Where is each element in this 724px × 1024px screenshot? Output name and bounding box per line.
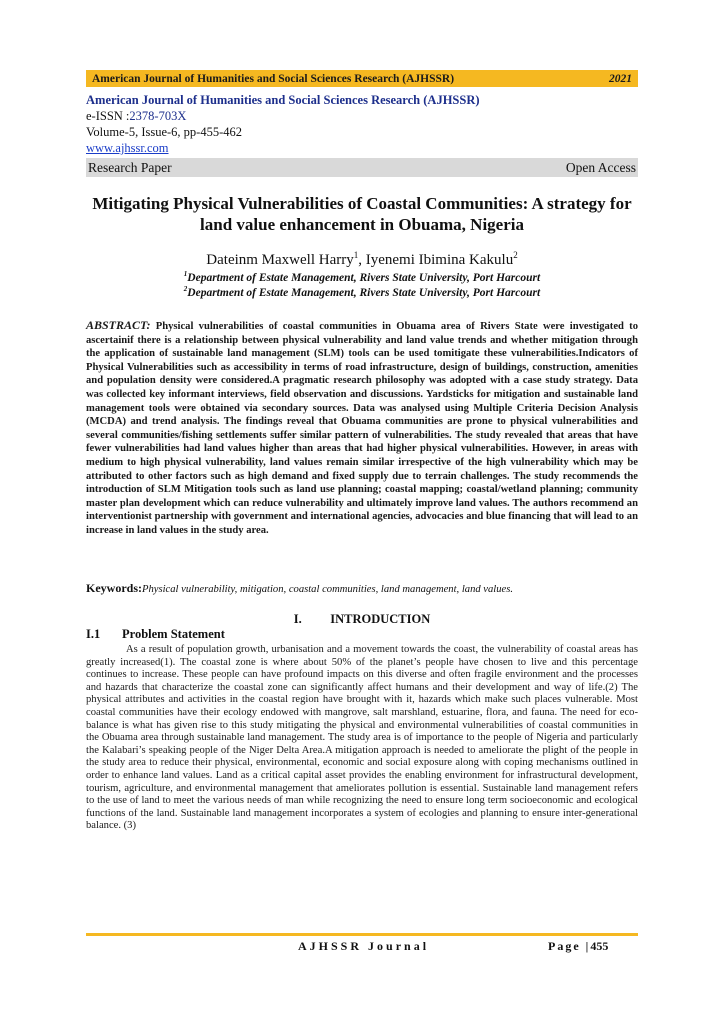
page-label: Page | xyxy=(548,939,591,953)
access-type: Open Access xyxy=(565,159,636,175)
issn-line xyxy=(86,108,638,124)
paper-type: Research Paper xyxy=(88,159,172,175)
paper-type-bar xyxy=(86,158,638,177)
abstract xyxy=(86,319,638,538)
keywords-label: Keywords: xyxy=(86,581,142,595)
footer-page xyxy=(548,939,608,954)
affiliation-sup: 2 xyxy=(183,285,188,293)
keywords xyxy=(86,581,638,596)
affiliation-2 xyxy=(86,285,638,299)
subsection-title: Problem Statement xyxy=(122,627,225,641)
issn-label: e-ISSN : xyxy=(86,109,130,123)
affiliation-text: Department of Estate Management, Rivers State University, Port Harcourt xyxy=(187,286,541,299)
affiliation-text: Department of Estate Management, Rivers State University, Port Harcourt xyxy=(187,271,541,284)
subsection-heading xyxy=(86,627,225,642)
introduction-paragraph: As a result of population growth, urbanisation and a movement towards the coast, the vulnerability of coastal areas has greatly increased(1). The coastal zone is where about 50% of the planet’s people have chosen to live and this percentage continues to increase. These people can have profound impacts on this diverse and often fragile environment and the processes and hazards that characterize the coastal zone can significantly affect humans and their development and way of life.(2) The physical attributes and activities in the coastal region have brought with it, hazards which make such places vulnerable. Most coastal communities have their ecology endowed with mangrove, salt marshland, estuarine, flora, and fauna. The need for eco-balance is what has given rise to this study mitigating the physical and environmental vulnerabilities of coastal communities in the Obuama area through sustainable land management. The study area is of importance to the people of Nigeria and particularly the Kalabari’s speaking people of the Niger Delta Area.A mitigation approach is needed to ameliorate the plight of the people in the study area to reduce their physical, environmental, economic and social exposure along with coping mechanisms outlined in order to enhance land values. Land as a critical capital asset provides the enabling environment for infrastructural development, tourism, agriculture, and environmental management that ameliorates pollution is essential. Sustainable land management refers to the use of land to meet the various needs of man while recognizing the need to ensure long term socioeconomic and ecological functions of the land. Sustainable land management incorporates a system of ecologies and planning to ensure inter-generational balance. (3) xyxy=(86,644,638,832)
abstract-label: ABSTRACT: xyxy=(86,318,151,332)
author-name: Dateinm Maxwell Harry xyxy=(206,252,354,268)
section-heading xyxy=(86,612,638,627)
journal-band-year: 2021 xyxy=(609,72,632,85)
abstract-text: Physical vulnerabilities of coastal communities in Obuama area of Rivers State were investigated to ascertainif there is a relationship between physical vulnerability and land value trends and whether mitigation through the application of sustainable land management (SLM) tools can be used tomitigate these vulnerabilities.Indicators of Physical Vulnerabilities such as accessibility in terms of road infrastructure, design of buildings, construction, amenities and population density were considered.A pragmatic research philosophy was adopted with a case study strategy. Data was collected key informant interviews, field observation and discussions. Yardsticks for mitigation and sustainable land management tools were obtained via secondary sources. Data was analysed using Multiple Criteria Decision Analysis (MCDA) and trend analysis. The findings reveal that Obuama communities are prone to physical vulnerabilities and several communities/fishing settlements suffer similar pattern of vulnerabilities. The study revealed that areas that have fewer vulnerabilities had land values higher than areas that had higher physical vulnerabilities. However, in areas with medium to high physical vulnerability, land values remain similar irrespective of the high vulnerability which may be attributed to other factors such as high demand and fixed supply due to terrain challenges. The study recommends the introduction of SLM Mitigation tools such as land use planning; coastal mapping; coastal/wetland planning; community master plan development which can reduce vulnerability and ultimately improve land values. The authors recommend an interventionist partnership with government and international agencies, advocacies and blue financing that will lead to an increase in land values in the study area. xyxy=(86,321,638,536)
volume-line: Volume-5, Issue-6, pp-455-462 xyxy=(86,125,242,139)
section-title: INTRODUCTION xyxy=(330,612,431,626)
author-sup: 2 xyxy=(513,250,518,260)
journal-meta xyxy=(86,92,638,156)
journal-header-band xyxy=(86,70,638,87)
paper-title: Mitigating Physical Vulnerabilities of Coastal Communities: A strategy for land value enhancement in Obuama, Nigeria xyxy=(92,194,632,234)
footer-journal: AJHSSR Journal xyxy=(298,939,430,953)
footer-rule xyxy=(86,933,638,936)
affiliation-sup: 1 xyxy=(183,270,188,278)
author-name: Iyenemi Ibimina Kakulu xyxy=(365,252,514,268)
author-line xyxy=(86,250,638,269)
author-sup: 1 xyxy=(353,250,359,260)
journal-band-title: American Journal of Humanities and Social Sciences Research (AJHSSR) xyxy=(92,72,455,85)
affiliation-1 xyxy=(86,270,638,284)
section-number: I. xyxy=(293,612,302,626)
author-separator: , xyxy=(358,252,366,268)
journal-name: American Journal of Humanities and Social Sciences Research (AJHSSR) xyxy=(86,93,480,107)
subsection-number: I.1 xyxy=(86,627,101,641)
page-number: 455 xyxy=(590,939,609,953)
keywords-text: Physical vulnerability, mitigation, coastal communities, land management, land values. xyxy=(142,584,514,595)
journal-url-link[interactable]: www.ajhssr.com xyxy=(86,141,169,155)
issn-number: 2378-703X xyxy=(129,109,187,123)
